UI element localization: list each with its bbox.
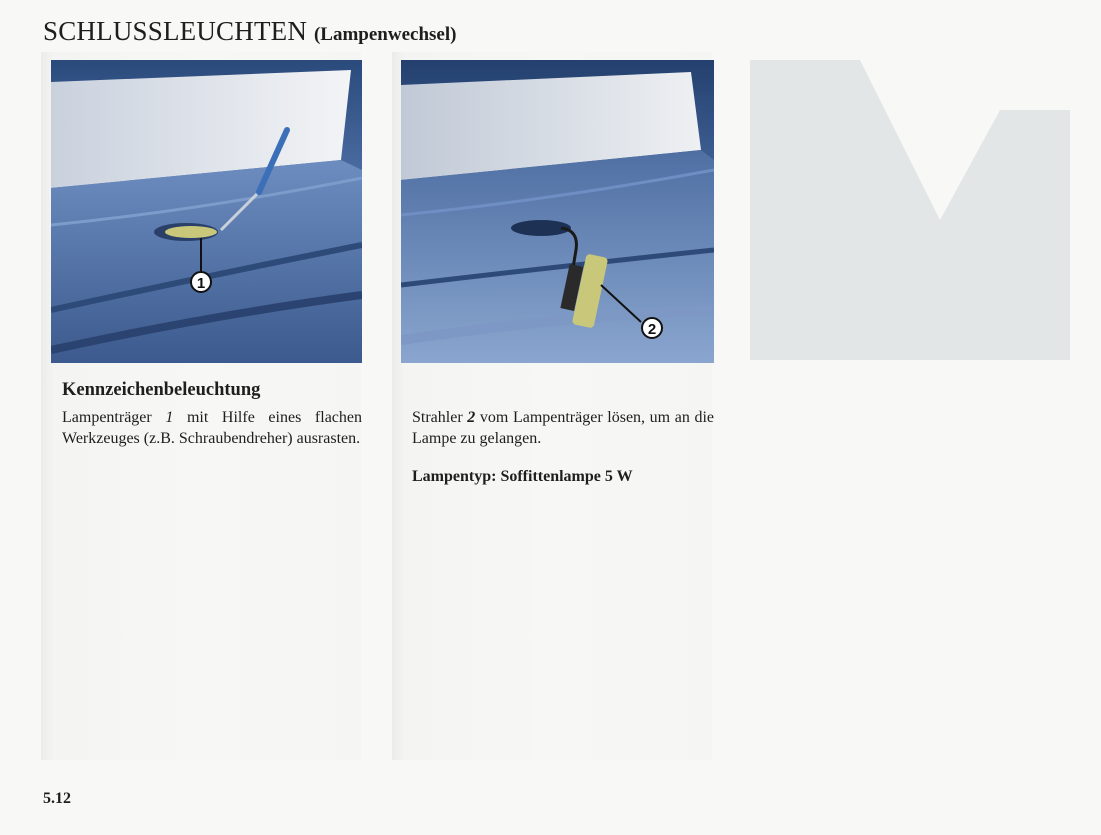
- license-plate-lamp-photo: [51, 60, 362, 363]
- left-text-a: Lampenträger: [62, 409, 166, 426]
- title-main: SCHLUSSLEUCHTEN: [43, 16, 308, 46]
- lamp-holder-1: [165, 226, 217, 238]
- facing-page-bleed: [740, 20, 1080, 380]
- middle-text-a: Strahler: [412, 409, 468, 426]
- left-column: [41, 52, 361, 760]
- title-sub: (Lampenwechsel): [313, 24, 457, 45]
- left-ref-number: 1: [165, 409, 174, 426]
- callout-2-label: 2: [647, 321, 657, 338]
- section-heading: Kennzeichenbeleuchtung: [62, 380, 261, 400]
- left-text-b: mit Hilfe eines flachen Werkzeuges (z.B. Schraubendreher) ausrasten.: [62, 409, 362, 447]
- bulb-removal-photo: [401, 60, 714, 363]
- left-instruction: [62, 408, 362, 449]
- callout-1-label: 1: [196, 275, 206, 292]
- middle-ref-number: 2: [467, 409, 476, 426]
- lamp-type: Lampentyp: Soffittenlampe 5 W: [412, 468, 633, 485]
- middle-instruction: [412, 408, 714, 449]
- page-number: 5.12: [43, 790, 71, 807]
- page-title: [43, 16, 456, 47]
- middle-column: [392, 52, 712, 760]
- middle-text-b: vom Lampenträger lösen, um an die Lampe zu gelangen.: [412, 409, 714, 447]
